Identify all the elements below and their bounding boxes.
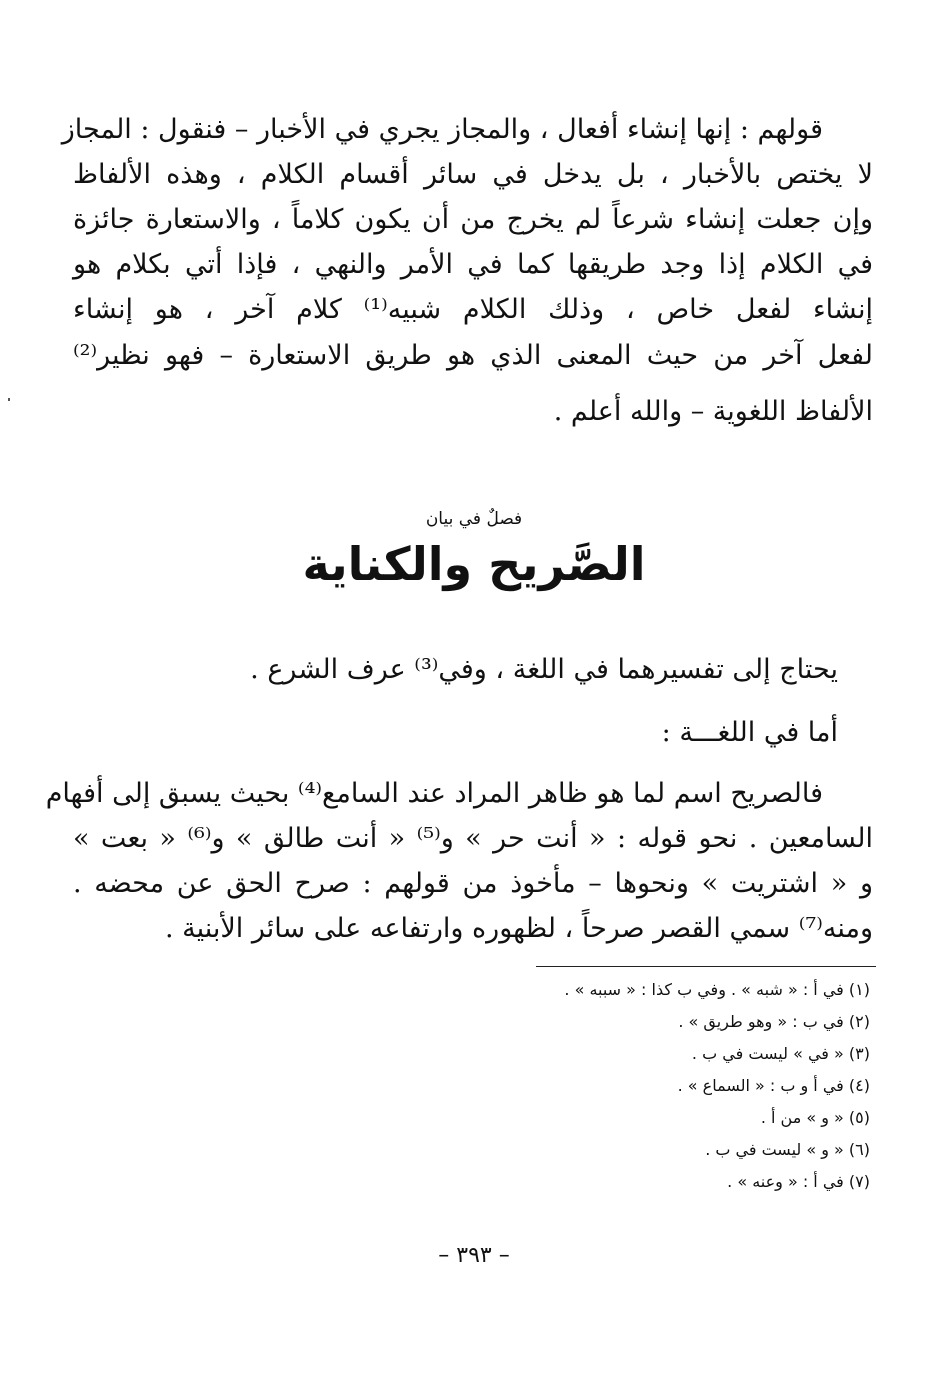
paragraph1-line-5: إنشاء لفعل خاص ، وذلك الكلام شبيه⁽¹⁾ كلام آخر ، هو إنشاء: [73, 294, 873, 325]
paragraph3-line-4: ومنه⁽⁷⁾ سمي القصر صرحاً ، لظهوره وارتفاعه على سائر الأبنية .: [164, 913, 873, 944]
footnote-4: (٤) في أ و ب : « السماع » .: [677, 1076, 870, 1095]
subheading-language: أما في اللغـــة :: [661, 717, 838, 748]
footnote-divider: [536, 966, 876, 967]
paragraph1-line-6: لفعل آخر من حيث المعنى الذي هو طريق الاستعارة – فهو نظير⁽²⁾: [73, 340, 873, 371]
section-title: الصَّريح والكناية: [302, 537, 646, 591]
footnote-3: (٣) « في » ليست في ب .: [691, 1044, 870, 1063]
footnote-2: (٢) في ب : « وهو طريق » .: [678, 1012, 870, 1031]
paragraph3-line-2: السامعين . نحو قوله : « أنت حر » و⁽⁵⁾ « أنت طالق » و⁽⁶⁾ « بعت »: [73, 823, 873, 854]
paragraph1-line-7: الألفاظ اللغوية – والله أعلم .: [553, 396, 873, 427]
page-number: – ٣٩٣ –: [438, 1243, 510, 1268]
footnote-6: (٦) « و » ليست في ب .: [705, 1140, 870, 1159]
scan-speck: [8, 398, 10, 401]
footnote-1: (١) في أ : « شبه » . وفي ب كذا : « سببه » .: [564, 980, 870, 999]
intro-line: يحتاج إلى تفسيرهما في اللغة ، وفي⁽³⁾ عرف الشرع .: [250, 654, 838, 685]
section-subtitle: فصلٌ في بيان: [425, 509, 523, 529]
paragraph1-line-4: في الكلام إذا وجد طريقها كما في الأمر والنهي ، فإذا أتي بكلام هو: [73, 249, 873, 280]
paragraph1-line-3: وإن جعلت إنشاء شرعاً لم يخرج من أن يكون كلاماً ، والاستعارة جائزة: [73, 204, 873, 235]
paragraph1-line-1: قولهم : إنها إنشاء أفعال ، والمجاز يجري في الأخبار – فنقول : المجاز: [61, 114, 823, 145]
paragraph3-line-3: و « اشتريت » ونحوها – مأخوذ من قولهم : صرح الحق عن محضه .: [73, 868, 873, 899]
paragraph1-line-2: لا يختص بالأخبار ، بل يدخل في سائر أقسام الكلام ، وهذه الألفاظ: [73, 159, 873, 190]
footnote-5: (٥) « و » من أ .: [760, 1108, 870, 1127]
paragraph3-line-1: فالصريح اسم لما هو ظاهر المراد عند السامع⁽⁴⁾ بحيث يسبق إلى أفهام: [45, 778, 823, 809]
footnote-7: (٧) في أ : « وعنه » .: [727, 1172, 870, 1191]
